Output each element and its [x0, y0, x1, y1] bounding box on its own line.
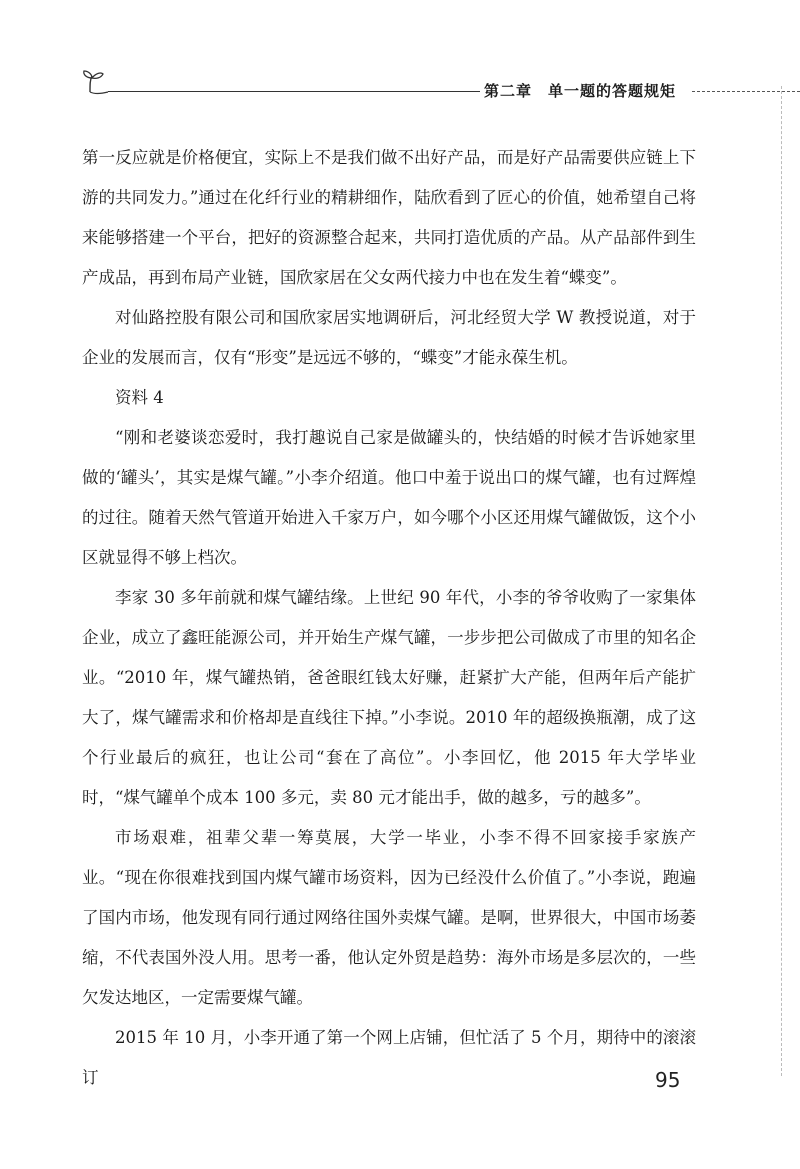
- header-rule-left: [108, 91, 480, 92]
- body-text: [82, 138, 696, 1098]
- header-rule-right: [692, 91, 800, 92]
- page-number: 95: [655, 1068, 681, 1092]
- paragraph: 2015 年 10 月，小李开通了第一个网上店铺，但忙活了 5 个月，期待中的滚滚订: [82, 1028, 696, 1087]
- sprout-icon: [80, 66, 110, 96]
- paragraph: 对仙路控股有限公司和国欣家居实地调研后，河北经贸大学 W 教授说道，对于企业的发展而言，仅有“形变”是远远不够的，“蝶变”才能永葆生机。: [82, 308, 696, 367]
- paragraph: “刚和老婆谈恋爱时，我打趣说自己家是做罐头的，快结婚的时候才告诉她家里做的‘罐头’，其实是煤气罐。”小李介绍道。他口中羞于说出口的煤气罐，也有过辉煌的过往。随着天然气管道开始进入千家万户，如今哪个小区还用煤气罐做饭，这个小区就显得不够上档次。: [82, 428, 696, 567]
- paragraph: 李家 30 多年前就和煤气罐结缘。上世纪 90 年代，小李的爷爷收购了一家集体企业，成立了鑫旺能源公司，并开始生产煤气罐，一步步把公司做成了市里的知名企业。“2010 年，煤气罐热销，爸爸眼红钱太好赚，赶紧扩大产能，但两年后产能扩大了，煤气罐需求和价格却是直线往下掉。”小李说。2010 年的超级换瓶潮，成了这个行业最后的疯狂，也让公司“套在了高位”。小李回忆，他 2015 年大学毕业时，“煤气罐单个成本 100 多元，卖 80 元才能出手，做的越多，亏的越多”。: [82, 588, 696, 807]
- paragraph: 第一反应就是价格便宜，实际上不是我们做不出好产品，而是好产品需要供应链上下游的共同发力。”通过在化纤行业的精耕细作，陆欣看到了匠心的价值，她希望自己将来能够搭建一个平台，把好的资源整合起来，共同打造优质的产品。从产品部件到生产成品，再到布局产业链，国欣家居在父女两代接力中也在发生着“蝶变”。: [82, 148, 696, 287]
- margin-dashed-line: [781, 86, 782, 1076]
- running-header: [80, 66, 800, 106]
- paragraph: 市场艰难，祖辈父辈一筹莫展，大学一毕业，小李不得不回家接手家族产业。“现在你很难找到国内煤气罐市场资料，因为已经没什么价值了。”小李说，跑遍了国内市场，他发现有同行通过网络往国外卖煤气罐。是啊，世界很大，中国市场萎缩，不代表国外没人用。思考一番，他认定外贸是趋势：海外市场是多层次的，一些欠发达地区，一定需要煤气罐。: [82, 828, 696, 1007]
- chapter-title: 第二章 单一题的答题规矩: [484, 82, 677, 100]
- section-heading: 资料 4: [115, 388, 164, 407]
